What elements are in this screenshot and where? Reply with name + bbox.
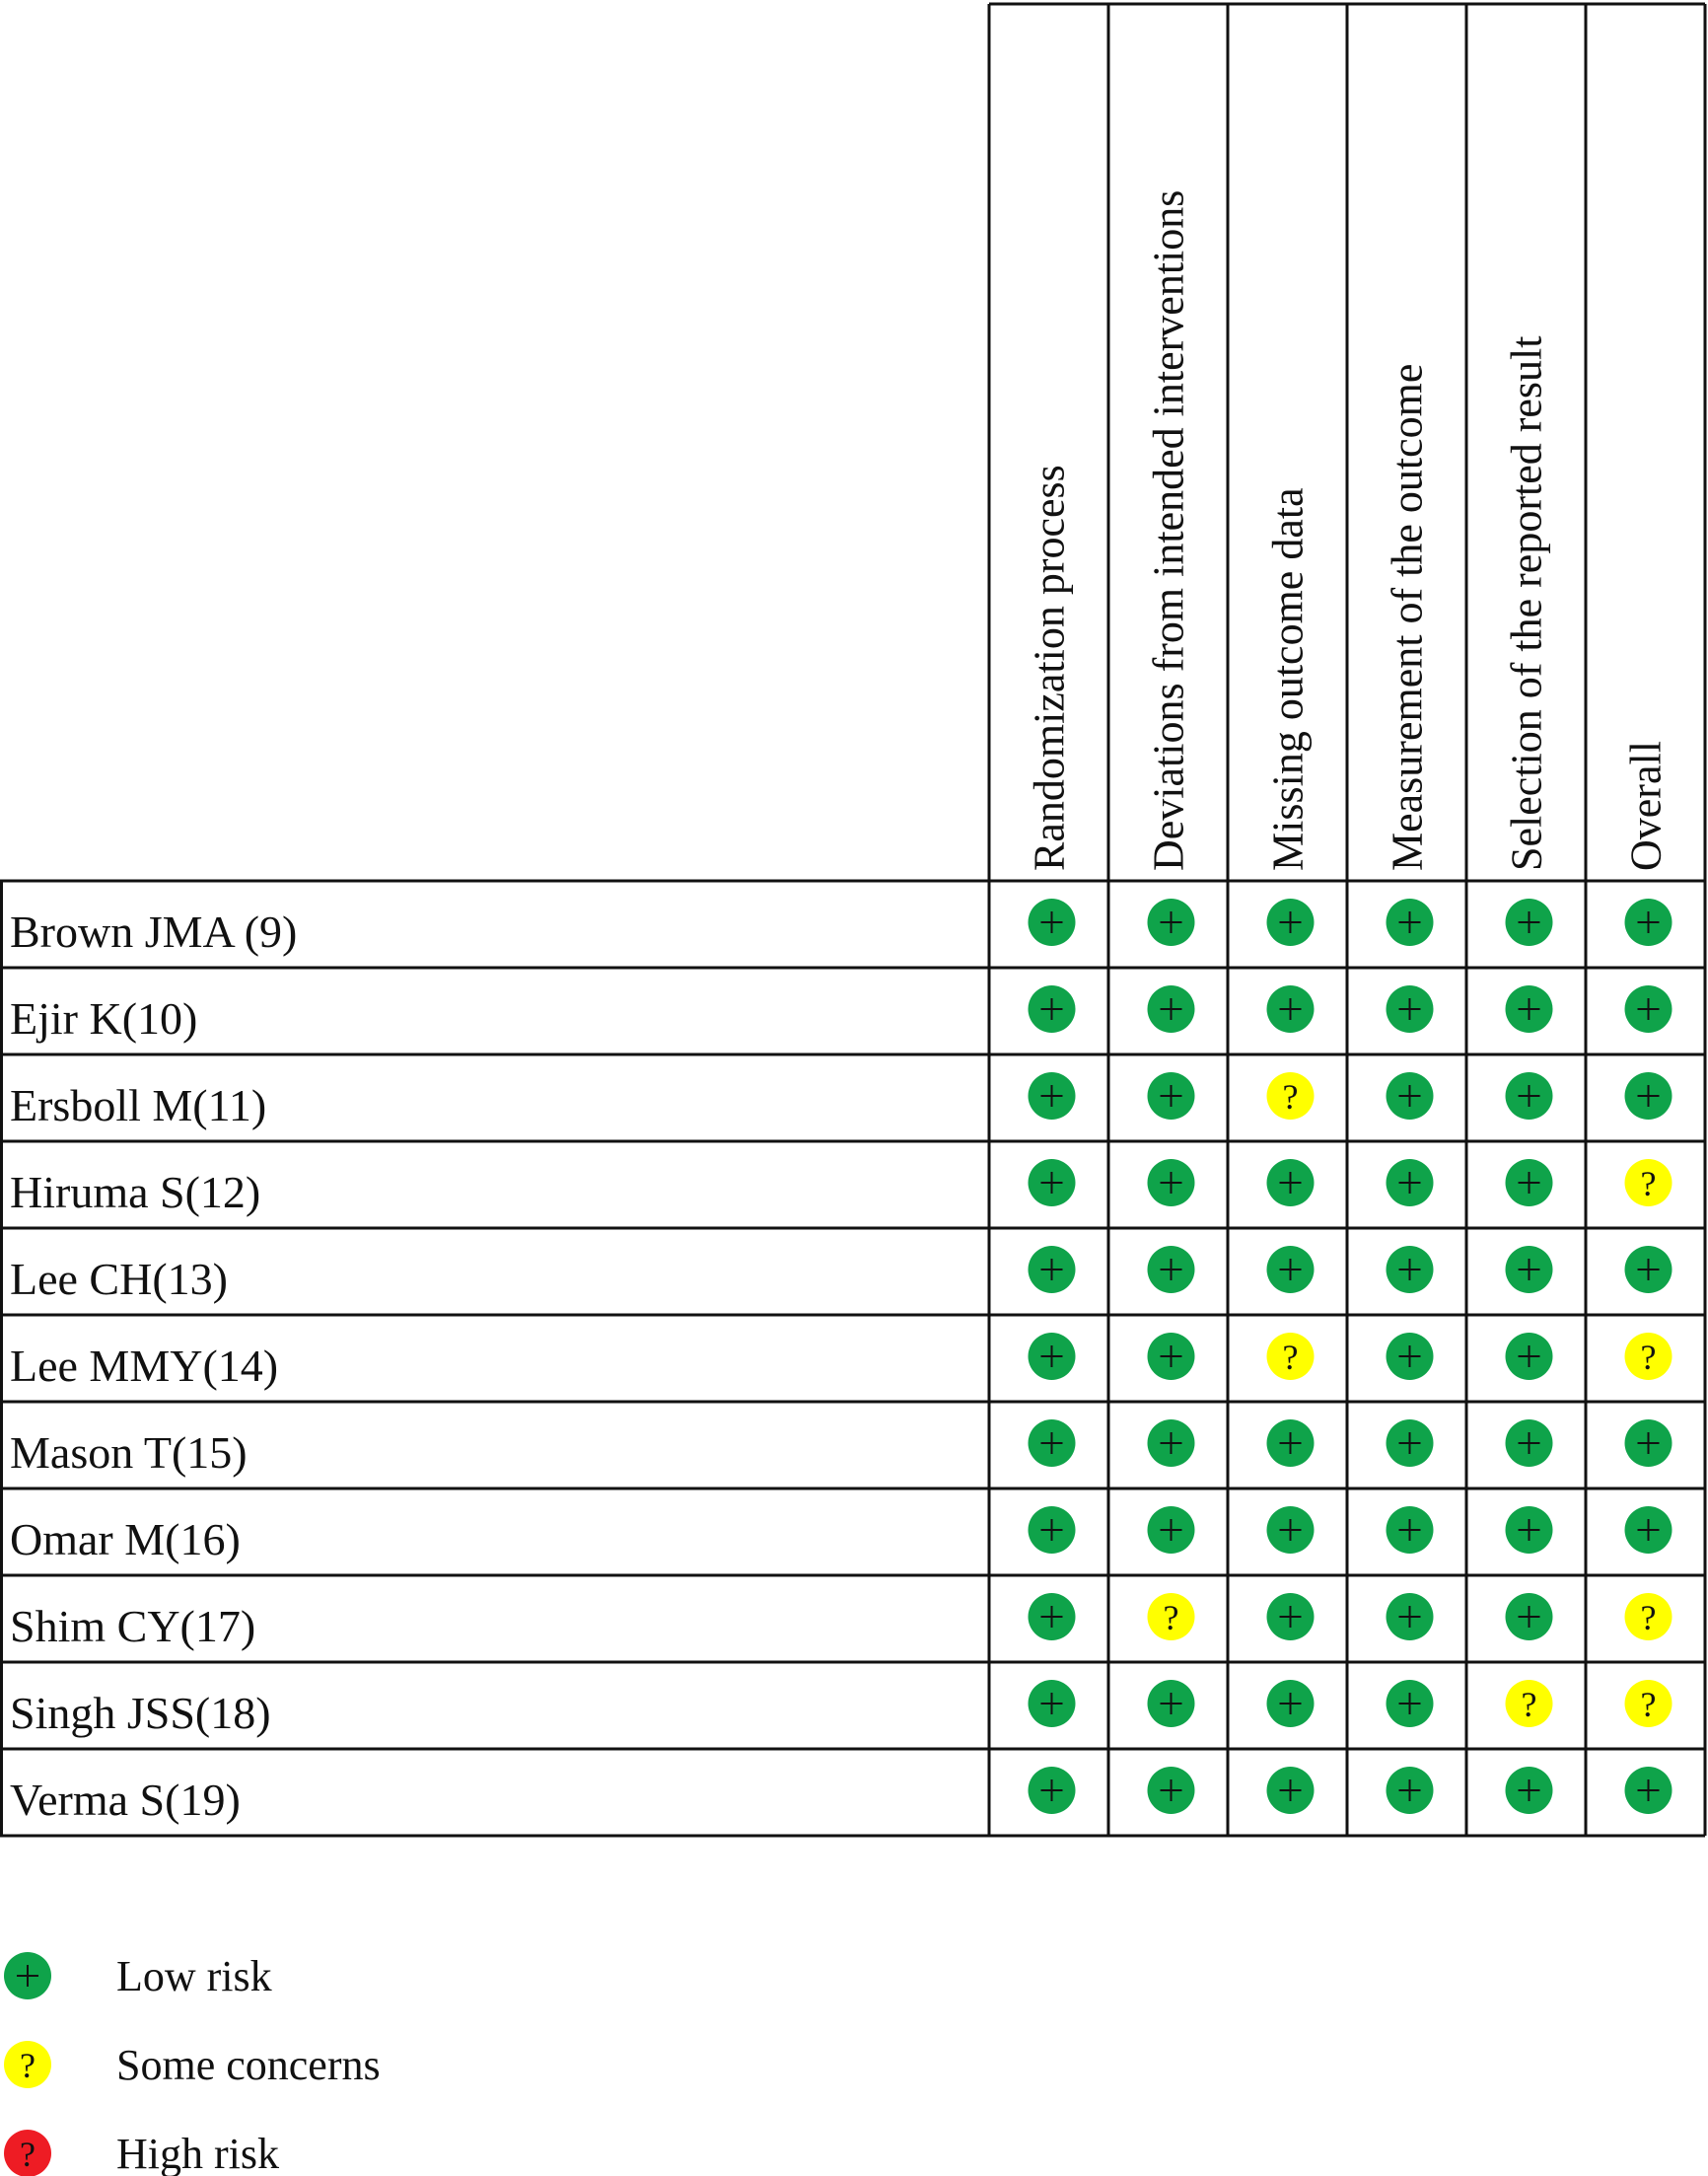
judgement-mark-low bbox=[1387, 1246, 1434, 1293]
judgement-mark-low bbox=[1506, 1333, 1553, 1380]
judgement-mark-low bbox=[1029, 985, 1076, 1033]
judgement-mark-low bbox=[1387, 1506, 1434, 1554]
judgement-mark-some bbox=[1267, 1072, 1315, 1120]
judgement-mark-low bbox=[1506, 1506, 1553, 1554]
judgement-mark-low bbox=[1029, 1593, 1076, 1640]
judgement-mark-low bbox=[1029, 1333, 1076, 1380]
judgement-mark-low bbox=[1148, 1246, 1195, 1293]
study-label: Ejir K(10) bbox=[10, 993, 198, 1044]
study-label: Mason T(15) bbox=[10, 1427, 248, 1478]
legend-label-some: Some concerns bbox=[116, 2041, 381, 2089]
study-label: Hiruma S(12) bbox=[10, 1167, 261, 1217]
judgement-mark-low bbox=[1625, 1072, 1672, 1120]
judgement-mark-low bbox=[1148, 899, 1195, 946]
judgement-mark-low bbox=[1029, 1506, 1076, 1554]
judgement-mark-low bbox=[1029, 1072, 1076, 1120]
study-label: Omar M(16) bbox=[10, 1514, 241, 1564]
judgement-mark-low bbox=[1267, 899, 1315, 946]
judgement-mark-low bbox=[1387, 899, 1434, 946]
judgement-mark-some-symbol: ? bbox=[1640, 1685, 1657, 1724]
judgement-mark-low bbox=[1148, 1506, 1195, 1554]
judgement-mark-low bbox=[1387, 985, 1434, 1033]
judgement-mark-low bbox=[1267, 1159, 1315, 1206]
legend-mark-low bbox=[4, 1952, 51, 1999]
judgement-mark-low bbox=[1148, 1333, 1195, 1380]
judgement-mark-low bbox=[1506, 1246, 1553, 1293]
judgement-mark-low bbox=[1267, 1419, 1315, 1467]
legend-label-high: High risk bbox=[116, 2130, 279, 2176]
study-labels bbox=[10, 907, 297, 1825]
judgement-mark-low bbox=[1267, 1767, 1315, 1814]
judgement-mark-some bbox=[1625, 1159, 1672, 1206]
judgement-mark-low bbox=[1506, 899, 1553, 946]
legend-mark-some-symbol: ? bbox=[20, 2046, 36, 2085]
judgement-mark-some bbox=[1625, 1680, 1672, 1727]
judgement-mark-low bbox=[1029, 1680, 1076, 1727]
judgement-marks bbox=[1029, 899, 1672, 1814]
legend-label-low: Low risk bbox=[116, 1952, 272, 2000]
judgement-mark-low bbox=[1625, 899, 1672, 946]
judgement-mark-low bbox=[1506, 1159, 1553, 1206]
judgement-mark-some bbox=[1625, 1333, 1672, 1380]
domain-header-0: Randomization process bbox=[1025, 465, 1074, 871]
judgement-mark-some-symbol: ? bbox=[1640, 1598, 1657, 1637]
study-label: Ersboll M(11) bbox=[10, 1080, 267, 1130]
judgement-mark-some bbox=[1625, 1593, 1672, 1640]
judgement-mark-low bbox=[1387, 1159, 1434, 1206]
judgement-mark-low bbox=[1029, 1419, 1076, 1467]
judgement-mark-low bbox=[1387, 1680, 1434, 1727]
domain-header-5: Overall bbox=[1621, 741, 1671, 871]
judgement-mark-some bbox=[1267, 1333, 1315, 1380]
judgement-mark-low bbox=[1506, 1593, 1553, 1640]
domain-header-1: Deviations from intended interventions bbox=[1144, 189, 1193, 871]
judgement-mark-low bbox=[1267, 1506, 1315, 1554]
judgement-mark-low bbox=[1506, 985, 1553, 1033]
judgement-mark-low bbox=[1387, 1419, 1434, 1467]
study-label: Shim CY(17) bbox=[10, 1601, 256, 1651]
judgement-mark-low bbox=[1506, 1072, 1553, 1120]
study-label: Lee MMY(14) bbox=[10, 1341, 279, 1391]
judgement-mark-low bbox=[1387, 1072, 1434, 1120]
legend bbox=[4, 1952, 381, 2176]
judgement-mark-low bbox=[1625, 1419, 1672, 1467]
judgement-mark-low bbox=[1029, 1246, 1076, 1293]
judgement-mark-low bbox=[1148, 1159, 1195, 1206]
domain-header-4: Selection of the reported result bbox=[1502, 335, 1551, 871]
judgement-mark-low bbox=[1267, 1593, 1315, 1640]
judgement-mark-low bbox=[1267, 1680, 1315, 1727]
judgement-mark-some-symbol: ? bbox=[1640, 1164, 1657, 1203]
judgement-mark-low bbox=[1148, 985, 1195, 1033]
judgement-mark-some-symbol: ? bbox=[1521, 1685, 1537, 1724]
legend-mark-some bbox=[4, 2041, 51, 2088]
judgement-mark-low bbox=[1625, 1767, 1672, 1814]
judgement-mark-low bbox=[1267, 985, 1315, 1033]
judgement-mark-some-symbol: ? bbox=[1163, 1598, 1179, 1637]
judgement-mark-low bbox=[1506, 1767, 1553, 1814]
judgement-mark-low bbox=[1625, 1506, 1672, 1554]
judgement-mark-some bbox=[1148, 1593, 1195, 1640]
judgement-mark-low bbox=[1506, 1419, 1553, 1467]
judgement-mark-some bbox=[1506, 1680, 1553, 1727]
judgement-mark-low bbox=[1029, 1159, 1076, 1206]
judgement-mark-low bbox=[1387, 1333, 1434, 1380]
study-label: Verma S(19) bbox=[10, 1775, 241, 1825]
judgement-mark-some-symbol: ? bbox=[1282, 1338, 1299, 1377]
domain-header-3: Measurement of the outcome bbox=[1383, 363, 1432, 871]
judgement-mark-low bbox=[1387, 1767, 1434, 1814]
judgement-mark-low bbox=[1148, 1680, 1195, 1727]
study-label: Singh JSS(18) bbox=[10, 1688, 271, 1738]
judgement-mark-low bbox=[1267, 1246, 1315, 1293]
judgement-mark-low bbox=[1029, 1767, 1076, 1814]
judgement-mark-low bbox=[1148, 1419, 1195, 1467]
judgement-mark-low bbox=[1625, 1246, 1672, 1293]
legend-mark-high bbox=[4, 2130, 51, 2176]
judgement-mark-low bbox=[1387, 1593, 1434, 1640]
judgement-mark-some-symbol: ? bbox=[1640, 1338, 1657, 1377]
study-label: Brown JMA (9) bbox=[10, 907, 298, 957]
study-label: Lee CH(13) bbox=[10, 1254, 228, 1304]
judgement-mark-low bbox=[1148, 1072, 1195, 1120]
judgement-mark-low bbox=[1148, 1767, 1195, 1814]
legend-mark-high-symbol: ? bbox=[20, 2135, 36, 2174]
domain-header-2: Missing outcome data bbox=[1263, 487, 1313, 871]
judgement-mark-low bbox=[1029, 899, 1076, 946]
judgement-mark-some-symbol: ? bbox=[1282, 1077, 1299, 1117]
judgement-mark-low bbox=[1625, 985, 1672, 1033]
